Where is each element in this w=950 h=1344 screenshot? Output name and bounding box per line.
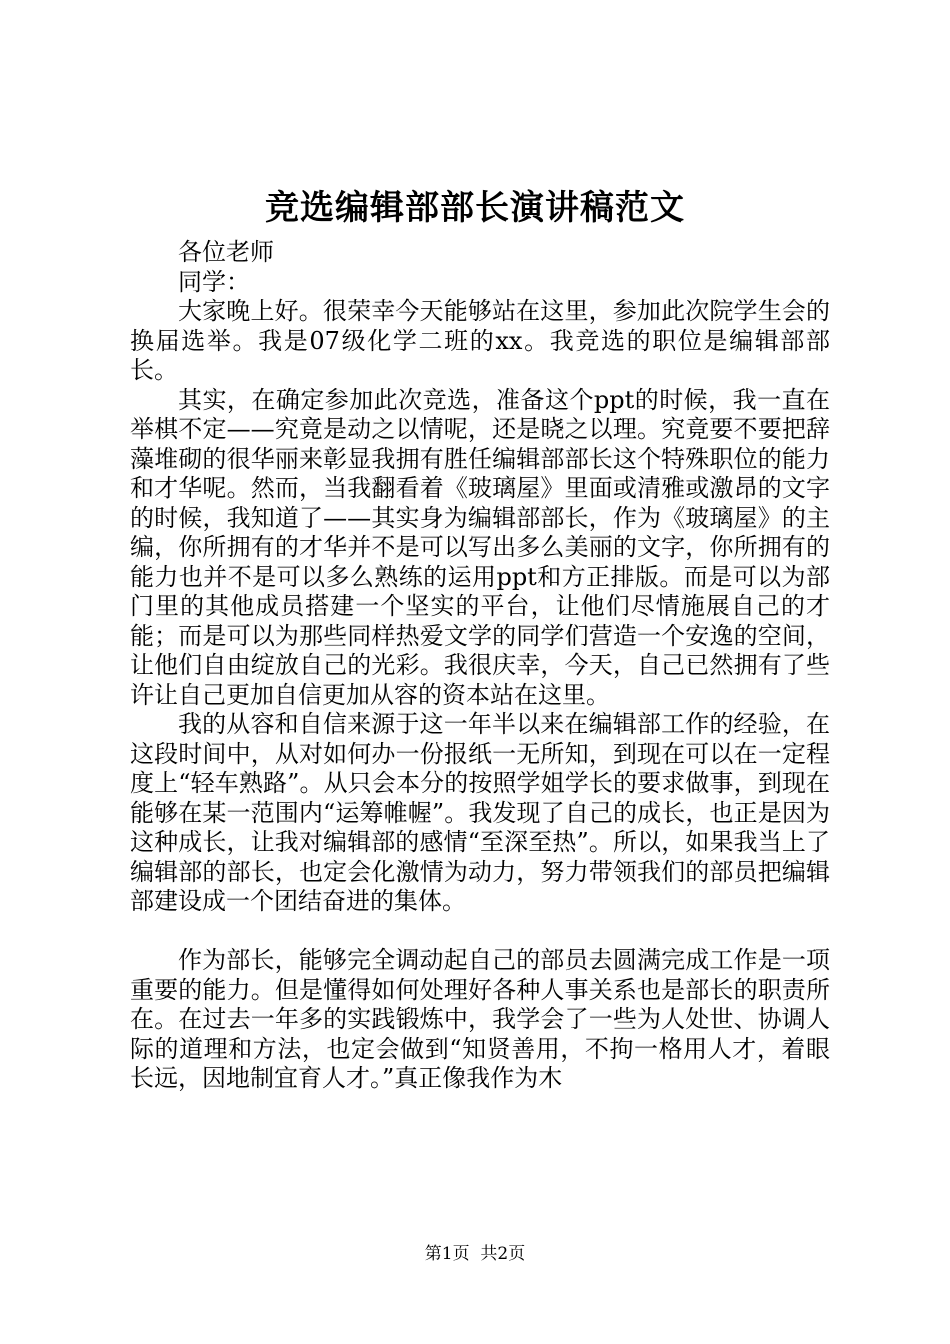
- document-title: 竞选编辑部部长演讲稿范文: [265, 188, 685, 228]
- paragraph-spacer: [130, 917, 830, 947]
- salutation-students: 同学：: [178, 267, 250, 296]
- paragraph-experience: 我的从容和自信来源于这一年半以来在编辑部工作的经验，在这段时间中，从对如何办一份报纸一无所知，到现在可以在一定程度上“轻车熟路”。从只会本分的按照学姐学长的要求做事，到现在能够在某一范围内“运筹帷幄”。我发现了自己的成长，也正是因为这种成长，让我对编辑部的感情“至深至热”。所以，如果我当上了编辑部的部长，也定会化激情为动力，努力带领我们的部员把编辑部建设成一个团结奋进的集体。: [130, 710, 830, 915]
- paragraph-leadership: 作为部长，能够完全调动起自己的部员去圆满完成工作是一项重要的能力。但是懂得如何处理好各种人事关系也是部长的职责所在。在过去一年多的实践锻炼中，我学会了一些为人处世、协调人际的道理和方法，也定会做到“知贤善用，不拘一格用人才，着眼长远，因地制宜育人才。”真正像我作为木: [130, 946, 830, 1092]
- document-body: [130, 238, 830, 1094]
- page-number: 第1页 共2页: [424, 1244, 526, 1264]
- paragraph-reflection: 其实，在确定参加此次竞选，准备这个ppt的时候，我一直在举棋不定——究竟是动之以情呢，还是晓之以理。究竟要不要把辞藻堆砌的很华丽来彰显我拥有胜任编辑部部长这个特殊职位的能力和才华呢。然而，当我翻看着《玻璃屋》里面或清雅或激昂的文字的时候，我知道了——其实身为编辑部部长，作为《玻璃屋》的主编，你所拥有的才华并不是可以写出多么美丽的文字，你所拥有的能力也并不是可以多么熟练的运用ppt和方正排版。而是可以为部门里的其他成员搭建一个坚实的平台，让他们尽情施展自己的才能；而是可以为那些同样热爱文学的同学们营造一个安逸的空间，让他们自由绽放自己的光彩。我很庆幸，今天，自己已然拥有了些许让自己更加自信更加从容的资本站在这里。: [130, 385, 830, 709]
- salutation-teachers: 各位老师: [178, 238, 274, 266]
- page-footer: [0, 1243, 950, 1265]
- paragraph-greeting: 大家晚上好。很荣幸今天能够站在这里，参加此次院学生会的换届选举。我是07级化学二班的xx。我竞选的职位是编辑部部长。: [130, 297, 830, 384]
